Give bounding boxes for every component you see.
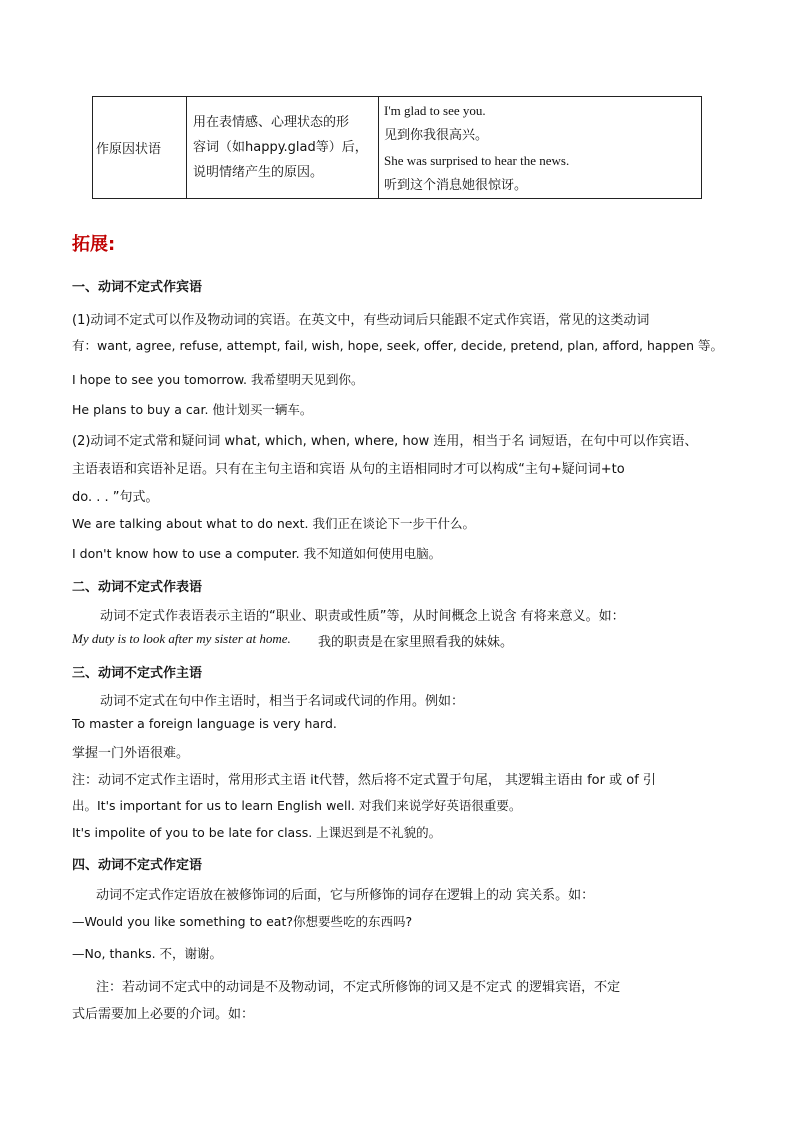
- note-line: 出。It's important for us to learn English well. 对我们来说学好英语很重要。: [72, 798, 522, 813]
- example-sentence: We are talking about what to do next. 我们正在谈论下一步干什么。: [72, 516, 475, 531]
- paragraph-line: 主语表语和宾语补足语。只有在主句主语和宾语 从句的主语相同时才可以构成“主句+疑问词+to: [72, 462, 625, 477]
- note-line: 注：动词不定式作主语时，常用形式主语 it代替，然后将不定式置于句尾， 其逻辑主语由 for 或 of 引: [72, 773, 656, 788]
- note-line: It's impolite of you to be late for class. 上课迟到是不礼貌的。: [72, 825, 442, 840]
- description-line: 说明情绪产生的原因。: [193, 165, 324, 180]
- example-line: She was surprised to hear the news.: [384, 152, 570, 168]
- paragraph-line: 有：want, agree, refuse, attempt, fail, wish, hope, seek, offer, decide, pretend, plan, afford, happen 等。: [72, 338, 723, 353]
- note-line: 注：若动词不定式中的动词是不及物动词，不定式所修饰的词又是不定式 的逻辑宾语，不定: [96, 980, 621, 995]
- section-heading: 三、动词不定式作主语: [72, 666, 203, 681]
- paragraph-line: 动词不定式在句中作主语时，相当于名词或代词的作用。例如：: [100, 694, 465, 709]
- usage-table: [92, 96, 702, 199]
- paragraph-line: (1)动词不定式可以作及物动词的宾语。在英文中，有些动词后只能跟不定式作宾语，常见的这类动词: [72, 313, 650, 328]
- section-heading: 二、动词不定式作表语: [72, 580, 203, 595]
- example-sentence-cn: 掌握一门外语很难。: [72, 746, 190, 761]
- section-heading: 四、动词不定式作定语: [72, 858, 203, 873]
- section-heading: 一、动词不定式作宾语: [72, 280, 203, 295]
- example-line: 听到这个消息她很惊讶。: [384, 177, 528, 193]
- paragraph-line: (2)动词不定式常和疑问词 what, which, when, where, how 连用，相当于名 词短语，在句中可以作宾语、: [72, 434, 698, 449]
- dialogue-line: —No, thanks. 不，谢谢。: [72, 946, 223, 961]
- extension-title: 拓展:: [72, 234, 116, 255]
- table-row: [93, 97, 702, 199]
- example-sentence: He plans to buy a car. 他计划买一辆车。: [72, 402, 313, 417]
- paragraph-line: do. . . ”句式。: [72, 490, 159, 505]
- table-cell-description: [187, 97, 379, 199]
- paragraph-line: 动词不定式作表语表示主语的“职业、职责或性质”等，从时间概念上说含 有将来意义。如：: [100, 609, 625, 624]
- table-cell-examples: [379, 97, 702, 199]
- example-sentence-en: To master a foreign language is very hard.: [72, 716, 337, 731]
- example-line: 见到你我很高兴。: [384, 127, 489, 143]
- dialogue-line: —Would you like something to eat?你想要些吃的东西吗?: [72, 914, 413, 929]
- example-sentence-en: My duty is to look after my sister at home.: [72, 631, 291, 646]
- example-sentence: I hope to see you tomorrow. 我希望明天见到你。: [72, 372, 364, 387]
- note-line: 式后需要加上必要的介词。如：: [72, 1007, 255, 1022]
- description-line: 容词（如happy.glad等）后，: [193, 140, 368, 155]
- description-line: 用在表情感、心理状态的形: [193, 115, 350, 130]
- table-cell-function: 作原因状语: [93, 97, 187, 199]
- example-line: I'm glad to see you.: [384, 102, 486, 118]
- example-sentence: I don't know how to use a computer. 我不知道如何使用电脑。: [72, 546, 442, 561]
- example-sentence-cn: 我的职责是在家里照看我的妹妹。: [318, 635, 514, 650]
- paragraph-line: 动词不定式作定语放在被修饰词的后面，它与所修饰的词存在逻辑上的动 宾关系。如：: [96, 888, 595, 903]
